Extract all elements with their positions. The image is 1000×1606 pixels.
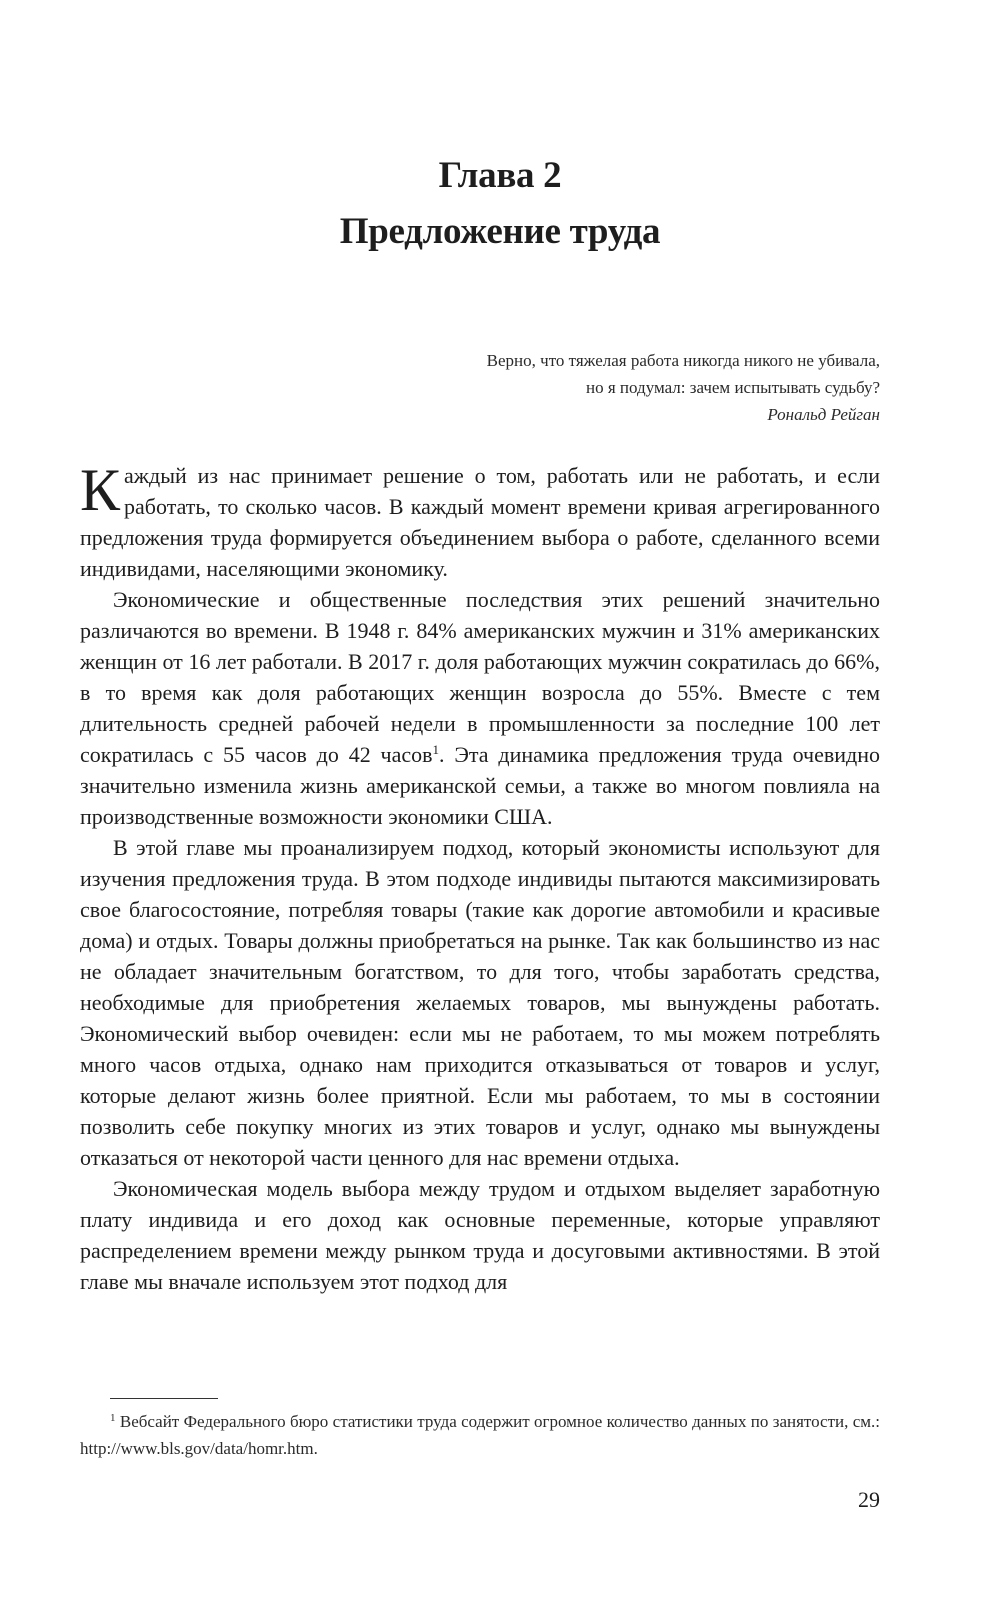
paragraph-2-text-a: Экономические и общественные последствия этих решений значительно различаются во времени. В 1948 г. 84% американских мужчин и 31% американских женщин от 16 лет работали. В 2017 г. доля работающих мужчин сократилась до 66%, в то время как доля работающих женщин возросла до 55%. Вместе с тем длительность средней рабочей недели в промышленности за последние 100 лет сократилась с 55 часов до 42 часов: [80, 587, 880, 767]
epigraph-author: Рональд Рейган: [767, 405, 880, 424]
body-text: [80, 457, 881, 1297]
paragraph-2-text-b: . Эта динамика предложения труда очевидно значительно изменила жизнь американской семьи, а также во многом повлияла на производственные возможности экономики США.: [80, 742, 881, 829]
footnote-reference: 1: [432, 742, 440, 757]
paragraph-2: [80, 584, 880, 832]
paragraph-1: [80, 457, 880, 584]
epigraph: [320, 347, 880, 428]
epigraph-line-1: Верно, что тяжелая работа никогда никого не убивала,: [486, 351, 880, 370]
footnote-divider: [110, 1398, 218, 1399]
paragraph-1-text: аждый из нас принимает решение о том, работать или не работать, и если работать, то сколько часов. В каждый момент времени кривая агрегированного предложения труда формируется объединением выбора о работе, сделанного всеми индивидами, населяющими экономику.: [80, 463, 880, 581]
drop-cap: К: [80, 457, 121, 523]
paragraph-3: В этой главе мы проанализируем подход, который экономисты используют для изучения предложения труда. В этом подходе индивиды пытаются максимизировать свое благосостояние, потребляя товары (такие как дорогие автомобили и красивые дома) и отдых. Товары должны приобретаться на рынке. Так как большинство из нас не обладает значительным богатством, то для того, чтобы заработать средства, необходимые для приобретения желаемых товаров, мы вынуждены работать. Экономический выбор очевиден: если мы не работаем, то мы можем потреблять много часов отдыха, однако нам приходится отказываться от товаров и услуг, которые делают жизнь более приятной. Если мы работаем, то мы в состоянии позволить себе покупку многих из этих товаров и услуг, однако мы вынуждены отказаться от некоторой части ценного для нас времени отдыха.: [80, 835, 880, 1170]
footnote: [80, 1408, 880, 1462]
footnote-marker: 1: [110, 1412, 116, 1424]
paragraph-4: Экономическая модель выбора между трудом и отдыхом выделяет заработную плату индивида и его доход как основные переменные, которые управляют распределением времени между рынком труда и досуговыми активностями. В этой главе мы вначале используем этот подход для: [80, 1176, 880, 1294]
chapter-number: Глава 2: [438, 155, 562, 196]
page-number: 29: [858, 1487, 880, 1512]
footnote-text: Вебсайт Федерального бюро статистики труда содержит огромное количество данных по занятости, см.: http://www.bls.gov/data/homr.htm.: [80, 1412, 881, 1458]
chapter-title: Предложение труда: [339, 211, 661, 252]
epigraph-line-2: но я подумал: зачем испытывать судьбу?: [586, 378, 880, 397]
chapter-heading: [0, 148, 1000, 260]
